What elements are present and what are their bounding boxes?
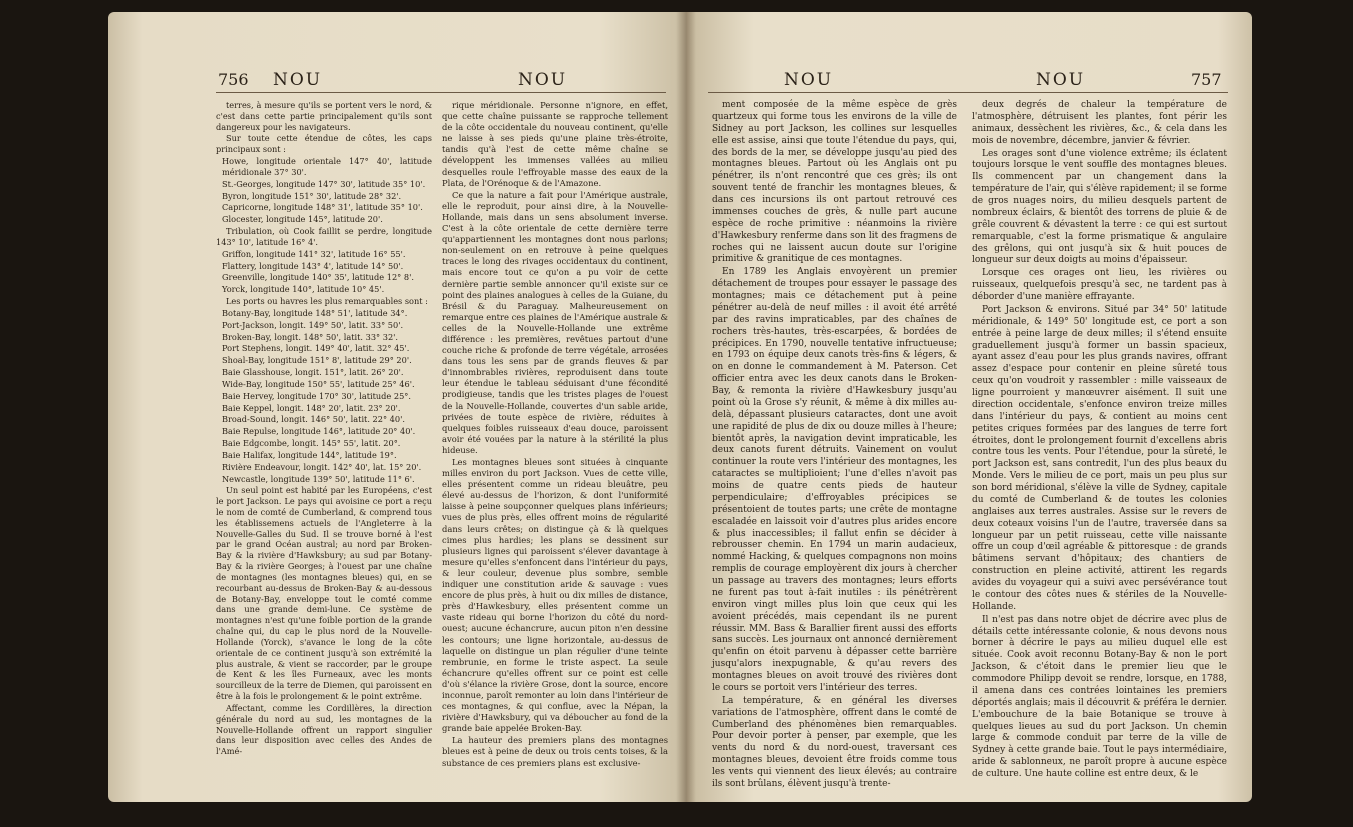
- paragraph: Griffon, longitude 141° 32', latitude 16° 55'.: [222, 248, 406, 259]
- paragraph: deux degrés de chaleur la température de l'atmosphère, détruisent les plantes, font périr les animaux, dessèchent les rivières, &c., & cela dans les mois de novembre, décembre, janvier & février.: [972, 100, 1227, 146]
- paragraph: Port Jackson & environs. Situé par 34° 50' latitude méridionale, & 149° 50' longitude est, ce port a son entrée à peine large de deux milles; il s'étend ensuite graduellement jusqu'à former un bassin spacieux, ayant assez d'eau pour les plus grands navires, offrant assez d'espace pour contenir en pleine sûreté tous ceux qu'on voudroit y rassembler : mille vaisseaux de ligne pourroient y manœuvrer aisément. Il suit une direction occidentale, s'enfonce environ treize milles dans l'intérieur du pays, & contient au moins cent petites criques formées par des langues de terre fort étroites, dont le prolongement fournit d'excellens abris contre tous les vents. Pour l'étendue, pour la sûreté, le port Jackson est, sans contredit, l'un des plus beaux du Monde. Vers le milieu de ce port, mais un peu plus sur son bord méridional, s'élève la ville de Sydney, capitale du comté de Cumberland & de toutes les colonies anglaises aux terres australes. Assise sur le revers de deux coteaux voisins l'un de l'autre, traversée dans sa longueur par un petit ruisseau, cette ville naissante offre un coup d'œil agréable & pittoresque : de grands bâtimens servant d'hôpitaux; des chantiers de construction en pleine activité, attirent les regards avides du voyageur qui a suivi avec persévérance tout le contour des côtes nues & stériles de la Nouvelle-Hollande.: [972, 304, 1227, 612]
- paragraph: Rivière Endeavour, longit. 142° 40', lat. 15° 20'.: [222, 461, 422, 472]
- paragraph: Port Stephens, longit. 149° 40', latit. 32° 45'.: [222, 343, 410, 354]
- paragraph: Les montagnes bleues sont situées à cinquante milles environ du port Jackson. Vues de cette ville, elles présentent comme un rideau bleuâtre, peu élevé au-dessus de l'horizon, & dont l'uniformité laisse à peine soupçonner quelques plans inférieurs; vues de plus près, elles offrent moins de régularité dans leurs crêtes; on distingue çà & là quelques cimes plus hardies; les plans se dessinent sur plusieurs lignes qui paroissent s'élever davantage à mesure qu'elles s'enfoncent dans l'intérieur du pays, & leur couleur, devenue plus sombre, semble indiquer une constitution aride & sauvage : vues encore de plus près, à huit ou dix milles de distance, près d'Hawkesbury, elles présentent comme un vaste rideau qui borne l'horizon du côté du nord-ouest; aucune échancrure, aucun piton n'en dessine les contours; une ligne horizontale, au-dessus de laquelle on distingue un plan régulier d'une teinte rembrunie, en forme le triste aspect. La seule échancrure qu'elles offrent sur ce point est celle d'où s'élance la rivière Grose, dont la source, encore inconnue, paroît remonter au loin dans l'intérieur de ces montagnes, & qui conflue, avec la Népan, la rivière d'Hawksbury, qui va déboucher au fond de la grande baie appelée Broken-Bay.: [442, 457, 668, 734]
- paragraph: Wide-Bay, longitude 150° 55', latitude 25° 46'.: [222, 378, 415, 389]
- paragraph: Botany-Bay, longitude 148° 51', latitude 34°.: [222, 307, 408, 318]
- paragraph: Glocester, longitude 145°, latitude 20'.: [222, 214, 383, 225]
- right-header-2: NOU: [1036, 70, 1086, 90]
- right-column-1: [712, 100, 957, 792]
- paragraph: Il n'est pas dans notre objet de décrire avec plus de détails cette intéressante colonie, & nous devons nous borner à décrire le pays au milieu duquel elle est située. Cook avoit reconnu Botany-Bay & non le port Jackson, & c'étoit dans le premier lieu que le commodore Philipp devoit se rendre, lorsque, en 1788, il amena dans ces contrées lointaines les premiers déportés anglais; mais il découvrit & préféra le dernier. L'embouchure de la baie Botanique se trouve à quelques lieues au sud du port Jackson. Un chemin large & commode conduit par terre de la ville de Sydney à cette grande baie. Tout le pays intermédiaire, aride & sablonneux, ne paroît propre à aucune espèce de culture. Une haute colline est entre deux, & le: [972, 614, 1227, 779]
- left-header-2: NOU: [518, 70, 568, 90]
- open-book: [108, 12, 1258, 817]
- left-page: [108, 12, 686, 802]
- left-column-2: [442, 100, 668, 770]
- paragraph: Baie Glasshouse, longit. 151°, latit. 26° 20'.: [222, 367, 404, 378]
- paragraph: Baie Edgcombe, longit. 145° 55', latit. 20°.: [222, 438, 401, 449]
- paragraph: Port-Jackson, longit. 149° 50', latit. 33° 50'.: [222, 319, 404, 330]
- paragraph: Sur toute cette étendue de côtes, les caps principaux sont :: [216, 133, 432, 155]
- paragraph: Newcastle, longitude 139° 50', latitude 11° 6'.: [222, 473, 415, 484]
- paragraph: rique méridionale. Personne n'ignore, en effet, que cette chaîne puissante se rapproche tellement de la côte occidentale du nouveau continent, qu'elle ne laisse à ses pieds qu'une plaine très-étroite, tandis qu'à l'est de cette même chaîne se développent les immenses vallées au milieu desquelles roule l'effroyable masse des eaux de la Plata, de l'Orénoque & de l'Amazone.: [442, 100, 668, 188]
- paragraph: Broken-Bay, longit. 148° 50', latit. 33° 32'.: [222, 331, 399, 342]
- paragraph: Baie Halifax, longitude 144°, latitude 19°.: [222, 449, 397, 460]
- paragraph: En 1789 les Anglais envoyèrent un premier détachement de troupes pour essayer le passage des montagnes; mais ce détachement put à peine pénétrer au-delà de neuf milles : il avoit été arrêté par des ravins impraticables, par des chaînes de rochers très-hautes, très-escarpées, & bordées de précipices. En 1790, nouvelle tentative infructueuse; en 1793 on équipe deux canots très-fins & légers, & on en donne le commandement à M. Paterson. Cet officier entra avec les deux canots dans le Broken-Bay, & remonta la rivière d'Hawkesbury jusqu'au point où la Grose s'y réunit, & même à dix milles au-delà, dépassant plusieurs cataractes, dont une avoit une rapidité de plus de dix ou douze milles à l'heure; bientôt après, la navigation devint impraticable, les deux canots furent détruits. Vainement on voulut continuer la route vers l'intérieur des montagnes, les cataractes se multiplioient; l'une d'elles n'avoit pas moins de quatre cents pieds de hauteur perpendiculaire; d'effroyables précipices se présentoient de toutes parts; une crête de montagne escaladée en laissoit voir d'autres plus arides encore & plus inaccessibles; il fallut enfin se décider à rebrousser chemin. En 1794 un marin audacieux, nommé Hacking, & quelques compagnons non moins remplis de courage employèrent dix jours à chercher un passage au travers des montagnes; leurs efforts ne furent pas tout à-fait inutiles : ils pénétrèrent environ vingt milles plus loin que ceux qui les avoient précédés, mais cependant ils ne purent réussir. MM. Bass & Barallier firent aussi des efforts sans succès. Les journaux ont annoncé dernièrement qu'enfin on étoit parvenu à dépasser cette barrière jusqu'alors inexpugnable, & qu'au revers des montagnes bleues on avoit trouvé des rivières dont le cours se portoit vers l'intérieur des terres.: [712, 267, 957, 693]
- paragraph: Affectant, comme les Cordillères, la direction générale du nord au sud, les montagnes de la Nouvelle-Hollande offrent un rapport singulier dans leur disposition avec celles des Andes de l'Amé-: [216, 702, 432, 757]
- paragraph: Les orages sont d'une violence extrême; ils éclatent toujours lorsque le vent souffle des montagnes bleues. Ils commencent par un changement dans la température de l'air, qui s'élève rapidement; il se forme de gros nuages noirs, du milieu desquels partent de nombreux éclairs, & bientôt des torrens de pluie & de grêle couvrent & dévastent la terre : ce qui est surtout remarquable, c'est la forme prismatique & angulaire des grêlons, qui ont jusqu'à six & huit pouces de longueur sur deux doigts au moins d'épaisseur.: [972, 148, 1227, 266]
- paragraph: Lorsque ces orages ont lieu, les rivières ou ruisseaux, quelquefois presqu'à sec, ne tardent pas à déborder d'une manière effrayante.: [972, 268, 1227, 302]
- paragraph: St.-Georges, longitude 147° 30', latitude 35° 10'.: [222, 178, 426, 189]
- paragraph: Greenville, longitude 140° 35', latitude 12° 8'.: [222, 272, 414, 283]
- header-rule-right: [708, 92, 1228, 93]
- paragraph: Baie Keppel, longit. 148° 20', latit. 23° 20'.: [222, 402, 401, 413]
- paragraph: Yorck, longitude 140°, latitude 10° 45'.: [222, 284, 385, 295]
- paragraph: terres, à mesure qu'ils se portent vers le nord, & c'est dans cette partie principalement qu'ils sont dangereux pour les navigateurs.: [216, 100, 432, 132]
- paragraph: Broad-Sound, longit. 146° 50', latit. 22° 40'.: [222, 414, 405, 425]
- paragraph: Ce que la nature a fait pour l'Amérique australe, elle le reproduit, pour ainsi dire, à la Nouvelle-Hollande, mais dans un sens absolument inverse. C'est à la côte orientale de cette dernière terre qu'appartiennent les montagnes dont nous parlons; non-seulement on en retrouve à peine quelques traces le long des rivages occidentaux du continent, mais encore tout ce qu'on a pu voir de cette dernière partie semble annoncer qu'il existe sur ce point des plaines analogues à celles de la Guiane, du Brésil & du Paraguay. Malheureusement on remarque entre ces plaines de l'Amérique australe & celles de la Nouvelle-Hollande une extrême différence : les premières, revêtues partout d'une couche riche & profonde de terre végétale, arrosées dans tous les sens par de grands fleuves & par d'innombrables rivières, reproduisent dans toute leur étendue le tableau séduisant d'une fécondité prodigieuse, tandis que les tristes plages de l'ouest de la Nouvelle-Hollande, couvertes d'un sable aride, privées de toute espèce de rivière, réduites à quelques foibles ruisseaux d'eau douce, paroissent avoir été vouées par la nature à la stérilité la plus hideuse.: [442, 189, 668, 455]
- page-number-left: 756: [218, 70, 249, 89]
- paragraph: Un seul point est habité par les Européens, c'est le port Jackson. Le pays qui avoisine ce port a reçu le nom de comté de Cumberland, & comprend tous les établissemens actuels de l'Angleterre à la Nouvelle-Galles du Sud. Il se trouve borné à l'est par le grand Océan austral; au nord par Broken-Bay & la rivière d'Hawksbury; au sud par Botany-Bay & la rivière Georges; à l'ouest par une chaîne de montagnes (les montagnes bleues) qui, en se recourbant au-dessus de Broken-Bay & au-dessous de Botany-Bay, enveloppe tout le comté comme dans une grande demi-lune. Ce système de montagnes n'est qu'une foible portion de la grande chaîne qui, du cap le plus nord de la Nouvelle-Hollande (Yorck), s'avance le long de la côte orientale de ce continent jusqu'à son extrémité la plus australe, & vient se raccorder, par le groupe de Kent & les îles Furneaux, avec les monts sourcilleux de la terre de Diemen, qui paroissent en être à la fois le prolongement & le point extrême.: [216, 485, 432, 702]
- book-gutter: [676, 12, 696, 802]
- paragraph: La température, & en général les diverses variations de l'atmosphère, offrent dans le comté de Cumberland des phénomènes bien remarquables. Pour devoir porter à penser, par exemple, que les vents du nord & du nord-ouest, traversant ces montagnes bleues, devoient être froids comme tous les vents qui viennent des lieux élevés; au contraire ils sont brûlans, élèvent jusqu'à trente-: [712, 695, 957, 789]
- header-rule-left: [216, 92, 666, 93]
- paragraph: Tribulation, où Cook faillit se perdre, longitude 143° 10', latitude 16° 4'.: [216, 226, 432, 247]
- page-number-right: 757: [1191, 70, 1222, 89]
- right-page: [686, 12, 1252, 802]
- paragraph: Baie Repulse, longitude 146°, latitude 20° 40'.: [222, 426, 416, 437]
- paragraph: Baie Hervey, longitude 170° 30', latitude 25°.: [222, 390, 411, 401]
- paragraph: Capricorne, longitude 148° 31', latitude 35° 10'.: [222, 202, 423, 213]
- paragraph: Flattery, longitude 143° 4', latitude 14° 50'.: [222, 260, 404, 271]
- right-header-1: NOU: [784, 70, 834, 90]
- paragraph: Byron, longitude 151° 30', latitude 28° 32'.: [222, 190, 402, 201]
- paragraph: ment composée de la même espèce de grès quartzeux qui forme tous les environs de la ville de Sidney au port Jackson, les collines sur lesquelles elle est assise, ainsi que toute l'étendue du pays, qui, des bords de la mer, se développe jusqu'au pied des montagnes bleues. Partout où les Anglais ont pu pénétrer, ils n'ont rencontré que ces grès; ils ont souvent tenté de franchir les montagnes bleues, & dans ces incursions ils ont partout retrouvé ces immenses couches de grès, & nulle part aucune espèce de roche primitive : néanmoins la rivière d'Hawkesbury renferme dans son lit des fragmens de roches qui ne laissent aucun doute sur l'origine primitive & granitique de ces montagnes.: [712, 100, 957, 265]
- paragraph: Les ports ou havres les plus remarquables sont :: [226, 296, 428, 307]
- right-column-2: [972, 100, 1227, 782]
- left-header-1: NOU: [273, 70, 323, 90]
- paragraph: Shoal-Bay, longitude 151° 8', latitude 29° 20'.: [222, 355, 412, 366]
- paragraph: Howe, longitude orientale 147° 40', latitude méridionale 37° 30'.: [222, 156, 432, 177]
- left-column-1: [216, 100, 432, 758]
- paragraph: La hauteur des premiers plans des montagnes bleues est à peine de deux ou trois cents toises, & la substance de ces premiers plans est exclusive-: [442, 735, 668, 768]
